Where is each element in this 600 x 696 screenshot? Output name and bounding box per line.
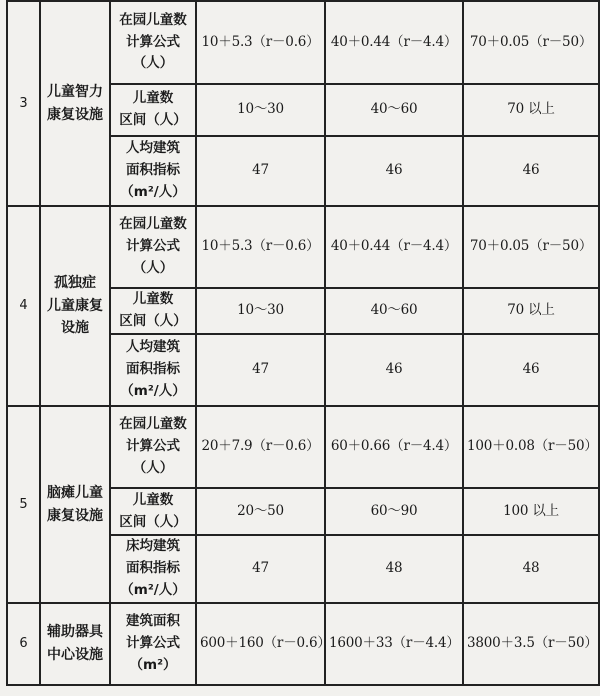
indicator-label: 儿童数 区间（人） xyxy=(110,84,196,136)
table-row xyxy=(7,1,599,84)
facility-name: 儿童智力 康复设施 xyxy=(40,1,110,206)
value-cell: 46 xyxy=(325,136,463,206)
value-cell: 1600＋33（r－4.4） xyxy=(325,603,463,685)
value-cell: 600＋160（r－0.6） xyxy=(196,603,325,685)
table-row xyxy=(7,406,599,488)
value-cell: 20～50 xyxy=(196,488,325,535)
indicator-label: 床均建筑 面积指标 （m²/人） xyxy=(110,535,196,603)
value-cell: 10～30 xyxy=(196,84,325,136)
indicator-label: 在园儿童数 计算公式 （人） xyxy=(110,406,196,488)
value-cell: 70＋0.05（r－50） xyxy=(463,1,599,84)
value-cell: 48 xyxy=(463,535,599,603)
indicator-label: 建筑面积 计算公式 （m²） xyxy=(110,603,196,685)
value-cell: 100 以上 xyxy=(463,488,599,535)
indicator-label: 人均建筑 面积指标 （m²/人） xyxy=(110,136,196,206)
value-cell: 46 xyxy=(463,334,599,406)
value-cell: 40＋0.44（r－4.4） xyxy=(325,1,463,84)
value-cell: 40～60 xyxy=(325,84,463,136)
value-cell: 47 xyxy=(196,334,325,406)
value-cell: 48 xyxy=(325,535,463,603)
indicator-label: 在园儿童数 计算公式 （人） xyxy=(110,206,196,288)
value-cell: 70 以上 xyxy=(463,288,599,334)
row-number: 4 xyxy=(7,206,40,406)
value-cell: 3800＋3.5（r－50） xyxy=(463,603,599,685)
indicator-label: 在园儿童数 计算公式 （人） xyxy=(110,1,196,84)
value-cell: 100＋0.08（r－50） xyxy=(463,406,599,488)
value-cell: 60＋0.66（r－4.4） xyxy=(325,406,463,488)
value-cell: 20＋7.9（r－0.6） xyxy=(196,406,325,488)
value-cell: 46 xyxy=(325,334,463,406)
value-cell: 10～30 xyxy=(196,288,325,334)
table-row xyxy=(7,206,599,288)
value-cell: 47 xyxy=(196,535,325,603)
indicator-label: 人均建筑 面积指标 （m²/人） xyxy=(110,334,196,406)
facility-name: 孤独症 儿童康复 设施 xyxy=(40,206,110,406)
value-cell: 60～90 xyxy=(325,488,463,535)
value-cell: 70＋0.05（r－50） xyxy=(463,206,599,288)
value-cell: 40＋0.44（r－4.4） xyxy=(325,206,463,288)
facility-name: 辅助器具 中心设施 xyxy=(40,603,110,685)
value-cell: 40～60 xyxy=(325,288,463,334)
value-cell: 10＋5.3（r－0.6） xyxy=(196,1,325,84)
value-cell: 46 xyxy=(463,136,599,206)
indicator-label: 儿童数 区间（人） xyxy=(110,488,196,535)
indicator-label: 儿童数 区间（人） xyxy=(110,288,196,334)
row-number: 6 xyxy=(7,603,40,685)
table-row xyxy=(7,603,599,685)
row-number: 5 xyxy=(7,406,40,603)
facility-standards-table xyxy=(6,0,600,686)
value-cell: 10＋5.3（r－0.6） xyxy=(196,206,325,288)
row-number: 3 xyxy=(7,1,40,206)
value-cell: 47 xyxy=(196,136,325,206)
facility-name: 脑瘫儿童 康复设施 xyxy=(40,406,110,603)
value-cell: 70 以上 xyxy=(463,84,599,136)
